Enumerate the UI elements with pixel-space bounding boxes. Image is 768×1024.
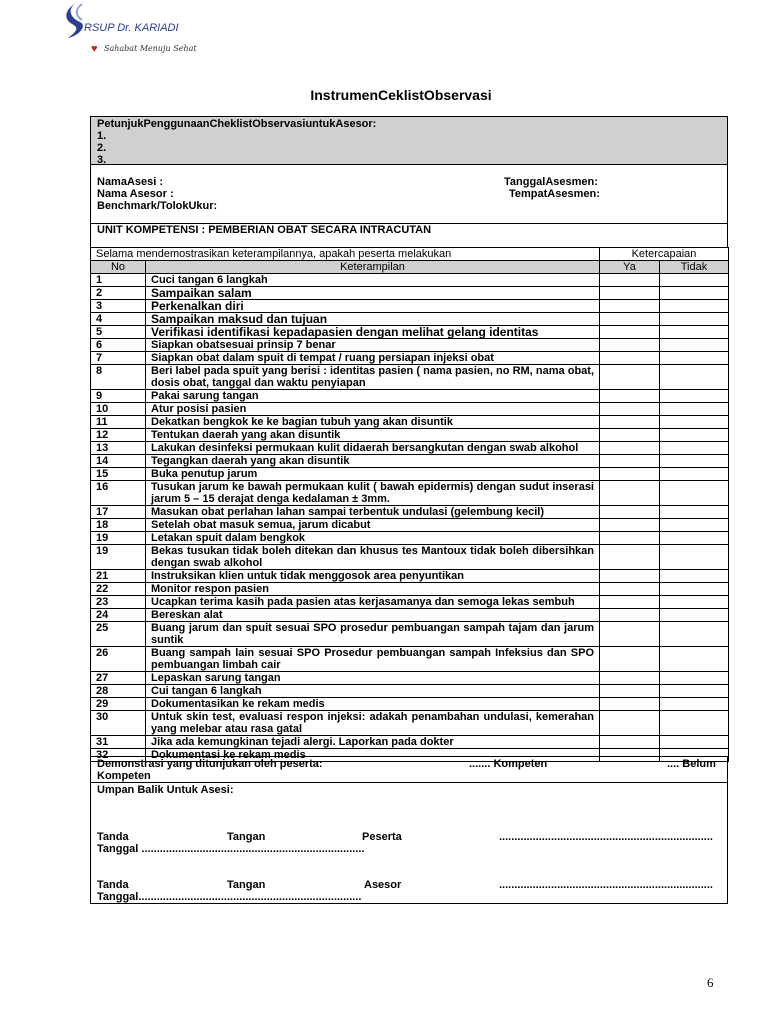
row-number: 3 <box>91 300 146 313</box>
row-number: 27 <box>91 672 146 685</box>
no-checkbox-cell[interactable] <box>660 339 729 352</box>
kompeten-option[interactable]: ....... Kompeten <box>469 758 548 770</box>
row-number: 19 <box>91 545 146 570</box>
skill-text: Monitor respon pasien <box>146 583 600 596</box>
table-row <box>91 519 729 532</box>
table-row <box>91 455 729 468</box>
logo-swoosh-icon <box>60 0 90 40</box>
table-row <box>91 326 729 339</box>
skill-text: Pakai sarung tangan <box>146 390 600 403</box>
yes-checkbox-cell[interactable] <box>600 685 660 698</box>
logo-name: RSUP Dr. KARIADI <box>84 22 179 34</box>
no-checkbox-cell[interactable] <box>660 365 729 390</box>
yes-checkbox-cell[interactable] <box>600 300 660 313</box>
col-skill-header: Keterampilan <box>146 261 600 274</box>
row-number: 17 <box>91 506 146 519</box>
no-checkbox-cell[interactable] <box>660 609 729 622</box>
table-row <box>91 442 729 455</box>
col-no-achieved-header: Tidak <box>660 261 729 274</box>
table-row <box>91 300 729 313</box>
yes-checkbox-cell[interactable] <box>600 365 660 390</box>
yes-checkbox-cell[interactable] <box>600 736 660 749</box>
no-checkbox-cell[interactable] <box>660 300 729 313</box>
belum-kompeten-label: Kompeten <box>97 770 151 782</box>
instructions-box <box>90 116 728 165</box>
no-checkbox-cell[interactable] <box>660 416 729 429</box>
no-checkbox-cell[interactable] <box>660 685 729 698</box>
yes-checkbox-cell[interactable] <box>600 698 660 711</box>
skill-text: Buang sampah lain sesuai SPO Prosedur pembuangan sampah Infeksius dan SPO pembuangan limbah cair <box>146 647 600 672</box>
row-number: 30 <box>91 711 146 736</box>
asesor-name-label: Nama Asesor : <box>97 188 174 200</box>
skill-text: Siapkan obatsesuai prinsip 7 benar <box>146 339 600 352</box>
yes-checkbox-cell[interactable] <box>600 481 660 506</box>
skill-text: Instruksikan klien untuk tidak menggosok area penyuntikan <box>146 570 600 583</box>
skill-text: Tegangkan daerah yang akan disuntik <box>146 455 600 468</box>
row-number: 14 <box>91 455 146 468</box>
no-checkbox-cell[interactable] <box>660 545 729 570</box>
table-row <box>91 622 729 647</box>
no-checkbox-cell[interactable] <box>660 736 729 749</box>
skill-text: Perkenalkan diri <box>146 300 600 313</box>
row-number: 24 <box>91 609 146 622</box>
no-checkbox-cell[interactable] <box>660 570 729 583</box>
row-number: 1 <box>91 274 146 287</box>
table-row <box>91 698 729 711</box>
row-number: 31 <box>91 736 146 749</box>
skill-text: Bekas tusukan tidak boleh ditekan dan khusus tes Mantoux tidak boleh dibersihkan dengan swab alkohol <box>146 545 600 570</box>
row-number: 19 <box>91 532 146 545</box>
row-number: 22 <box>91 583 146 596</box>
skill-text: Siapkan obat dalam spuit di tempat / ruang persiapan injeksi obat <box>146 352 600 365</box>
skill-text: Masukan obat perlahan lahan sampai terbentuk undulasi (gelembung kecil) <box>146 506 600 519</box>
sig-word: Tanda <box>97 879 129 891</box>
skill-text: Verifikasi identifikasi kepadapasien dengan melihat gelang identitas <box>146 326 600 339</box>
table-row <box>91 274 729 287</box>
skill-text: Tusukan jarum ke bawah permukaan kulit ( bawah epidermis) dengan sudut inserasi jarum 5 – 15 derajat denga kedalaman ± 3mm. <box>146 481 600 506</box>
table-row <box>91 468 729 481</box>
sig-role: Peserta <box>362 831 402 843</box>
skill-text: Beri label pada spuit yang berisi : identitas pasien ( nama pasien, no RM, nama obat, dosis obat, tanggal dan waktu penyiapan <box>146 365 600 390</box>
table-row <box>91 352 729 365</box>
row-number: 4 <box>91 313 146 326</box>
row-number: 2 <box>91 287 146 300</box>
hospital-logo <box>58 0 197 60</box>
skill-text: Lepaskan sarung tangan <box>146 672 600 685</box>
sig-role: Asesor <box>364 879 402 891</box>
demonstration-result <box>90 756 728 783</box>
skill-text: Sampaikan salam <box>146 287 600 300</box>
no-checkbox-cell[interactable] <box>660 481 729 506</box>
no-checkbox-cell[interactable] <box>660 390 729 403</box>
instruction-item: 3. <box>97 154 107 166</box>
table-row <box>91 429 729 442</box>
skill-text: Dokumentasi ke rekam medis <box>146 749 600 762</box>
row-number: 11 <box>91 416 146 429</box>
table-row <box>91 736 729 749</box>
feedback-box <box>90 782 728 904</box>
yes-checkbox-cell[interactable] <box>600 583 660 596</box>
row-number: 6 <box>91 339 146 352</box>
table-intro-row <box>91 248 729 261</box>
table-row <box>91 583 729 596</box>
demo-label: Demonstrasi yang ditunjukan oleh peserta: <box>97 758 323 770</box>
table-row <box>91 570 729 583</box>
yes-checkbox-cell[interactable] <box>600 622 660 647</box>
no-checkbox-cell[interactable] <box>660 711 729 736</box>
row-number: 15 <box>91 468 146 481</box>
checklist-table <box>90 247 729 762</box>
table-row <box>91 403 729 416</box>
no-checkbox-cell[interactable] <box>660 442 729 455</box>
table-row <box>91 339 729 352</box>
row-number: 28 <box>91 685 146 698</box>
yes-checkbox-cell[interactable] <box>600 468 660 481</box>
instruction-item: 2. <box>97 142 107 154</box>
signature-line[interactable]: ...................................................................... <box>499 879 713 891</box>
row-number: 5 <box>91 326 146 339</box>
yes-checkbox-cell[interactable] <box>600 609 660 622</box>
no-checkbox-cell[interactable] <box>660 596 729 609</box>
table-row <box>91 685 729 698</box>
no-checkbox-cell[interactable] <box>660 274 729 287</box>
document-title: InstrumenCeklistObservasi <box>310 87 492 103</box>
yes-checkbox-cell[interactable] <box>600 442 660 455</box>
table-row <box>91 596 729 609</box>
table-header-row <box>91 261 729 274</box>
feedback-title: Umpan Balik Untuk Asesi: <box>97 784 234 796</box>
row-number: 16 <box>91 481 146 506</box>
table-row <box>91 287 729 300</box>
yes-checkbox-cell[interactable] <box>600 545 660 570</box>
row-number: 25 <box>91 622 146 647</box>
col-no-header: No <box>91 261 146 274</box>
skill-text: Setelah obat masuk semua, jarum dicabut <box>146 519 600 532</box>
yes-checkbox-cell[interactable] <box>600 596 660 609</box>
no-checkbox-cell[interactable] <box>660 455 729 468</box>
table-intro: Selama mendemostrasikan keterampilannya, apakah peserta melakukan <box>91 248 600 261</box>
row-number: 8 <box>91 365 146 390</box>
yes-checkbox-cell[interactable] <box>600 326 660 339</box>
yes-checkbox-cell[interactable] <box>600 506 660 519</box>
yes-checkbox-cell[interactable] <box>600 711 660 736</box>
row-number: 10 <box>91 403 146 416</box>
col-yes-header: Ya <box>600 261 660 274</box>
table-row <box>91 416 729 429</box>
achievement-header: Ketercapaian <box>600 248 729 261</box>
assessment-info-box <box>90 164 728 224</box>
no-checkbox-cell[interactable] <box>660 313 729 326</box>
row-number: 9 <box>91 390 146 403</box>
page-number: 6 <box>707 975 714 990</box>
no-checkbox-cell[interactable] <box>660 532 729 545</box>
heart-icon: ♥ <box>91 43 98 55</box>
skill-text: Letakan spuit dalam bengkok <box>146 532 600 545</box>
table-row <box>91 365 729 390</box>
table-row <box>91 647 729 672</box>
skill-text: Cui tangan 6 langkah <box>146 685 600 698</box>
assessment-date-label: TanggalAsesmen: <box>504 176 598 188</box>
row-number: 23 <box>91 596 146 609</box>
skill-text: Buka penutup jarum <box>146 468 600 481</box>
skill-text: Atur posisi pasien <box>146 403 600 416</box>
yes-checkbox-cell[interactable] <box>600 647 660 672</box>
no-checkbox-cell[interactable] <box>660 583 729 596</box>
row-number: 21 <box>91 570 146 583</box>
instruction-item: 1. <box>97 130 107 142</box>
asesi-name-label: NamaAsesi : <box>97 176 164 188</box>
row-number: 32 <box>91 749 146 762</box>
yes-checkbox-cell[interactable] <box>600 352 660 365</box>
belum-option[interactable]: .... Belum <box>667 758 716 770</box>
row-number: 13 <box>91 442 146 455</box>
skill-text: Dokumentasikan ke rekam medis <box>146 698 600 711</box>
yes-checkbox-cell[interactable] <box>600 532 660 545</box>
table-row <box>91 532 729 545</box>
sig-date[interactable]: Tanggal ......................................................................... <box>97 843 365 855</box>
skill-text: Sampaikan maksud dan tujuan <box>146 313 600 326</box>
yes-checkbox-cell[interactable] <box>600 570 660 583</box>
table-row <box>91 313 729 326</box>
table-row <box>91 711 729 736</box>
row-number: 7 <box>91 352 146 365</box>
table-row <box>91 672 729 685</box>
skill-text: Bereskan alat <box>146 609 600 622</box>
benchmark-label: Benchmark/TolokUkur: <box>97 200 218 212</box>
no-checkbox-cell[interactable] <box>660 287 729 300</box>
signature-line[interactable]: ...................................................................... <box>499 831 713 843</box>
table-row <box>91 481 729 506</box>
skill-text: Dekatkan bengkok ke ke bagian tubuh yang akan disuntik <box>146 416 600 429</box>
yes-checkbox-cell[interactable] <box>600 455 660 468</box>
yes-checkbox-cell[interactable] <box>600 416 660 429</box>
no-checkbox-cell[interactable] <box>660 429 729 442</box>
no-checkbox-cell[interactable] <box>660 403 729 416</box>
skill-text: Ucapkan terima kasih pada pasien atas kerjasamanya dan semoga lekas sembuh <box>146 596 600 609</box>
yes-checkbox-cell[interactable] <box>600 274 660 287</box>
no-checkbox-cell[interactable] <box>660 519 729 532</box>
yes-checkbox-cell[interactable] <box>600 339 660 352</box>
skill-text: Buang jarum dan spuit sesuai SPO prosedur pembuangan sampah tajam dan jarum suntik <box>146 622 600 647</box>
yes-checkbox-cell[interactable] <box>600 390 660 403</box>
no-checkbox-cell[interactable] <box>660 326 729 339</box>
skill-text: Tentukan daerah yang akan disuntik <box>146 429 600 442</box>
table-row <box>91 506 729 519</box>
no-checkbox-cell[interactable] <box>660 622 729 647</box>
yes-checkbox-cell[interactable] <box>600 519 660 532</box>
no-checkbox-cell[interactable] <box>660 672 729 685</box>
row-number: 26 <box>91 647 146 672</box>
table-row <box>91 390 729 403</box>
sig-word: Tanda <box>97 831 129 843</box>
sig-word: Tangan <box>227 831 266 843</box>
no-checkbox-cell[interactable] <box>660 506 729 519</box>
row-number: 12 <box>91 429 146 442</box>
table-row <box>91 545 729 570</box>
skill-text: Lakukan desinfeksi permukaan kulit didaerah bersangkutan dengan swab alkohol <box>146 442 600 455</box>
yes-checkbox-cell[interactable] <box>600 672 660 685</box>
yes-checkbox-cell[interactable] <box>600 313 660 326</box>
sig-word: Tangan <box>227 879 266 891</box>
competency-unit: UNIT KOMPETENSI : PEMBERIAN OBAT SECARA INTRACUTAN <box>90 223 728 248</box>
skill-text: Jika ada kemungkinan tejadi alergi. Laporkan pada dokter <box>146 736 600 749</box>
no-checkbox-cell[interactable] <box>660 468 729 481</box>
skill-text: Cuci tangan 6 langkah <box>146 274 600 287</box>
no-checkbox-cell[interactable] <box>660 647 729 672</box>
row-number: 29 <box>91 698 146 711</box>
sig-date[interactable]: Tanggal......................................................................... <box>97 891 362 903</box>
logo-tagline: Sahabat Menuju Sehat <box>104 44 197 53</box>
row-number: 18 <box>91 519 146 532</box>
yes-checkbox-cell[interactable] <box>600 287 660 300</box>
skill-text: Untuk skin test, evaluasi respon injeksi: adakah penambahan undulasi, kemerahan yang melebar atau rasa gatal <box>146 711 600 736</box>
table-row <box>91 609 729 622</box>
yes-checkbox-cell[interactable] <box>600 403 660 416</box>
instructions-heading: PetunjukPenggunaanCheklistObservasiuntukAsesor: <box>97 118 377 130</box>
no-checkbox-cell[interactable] <box>660 352 729 365</box>
no-checkbox-cell[interactable] <box>660 698 729 711</box>
assessment-place-label: TempatAsesmen: <box>509 188 600 200</box>
yes-checkbox-cell[interactable] <box>600 429 660 442</box>
